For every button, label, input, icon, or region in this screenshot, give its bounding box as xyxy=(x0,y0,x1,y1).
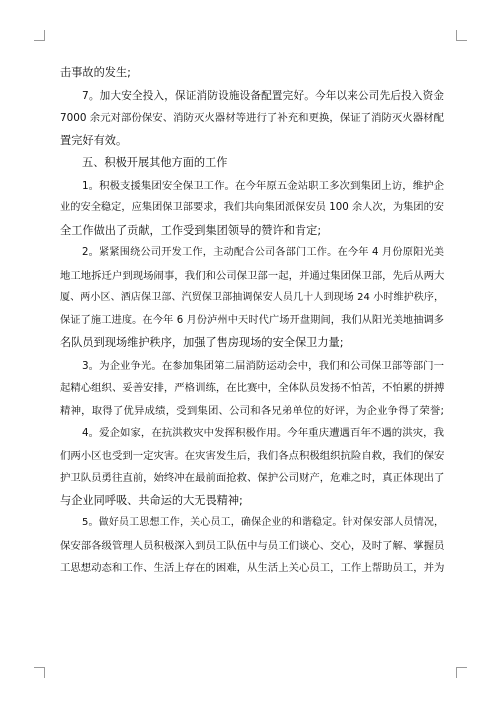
crop-mark-bottom-right xyxy=(456,667,467,678)
crop-mark-bottom-left xyxy=(34,667,45,678)
text-line: 保证了施工进度。在今年 6 月份泸州中天时代广场开盘期间，我们从阳光美地抽调多 xyxy=(60,314,444,326)
text-line: 7000 余元对部份保安、消防灭火器材等进行了补充和更换，保证了消防灭火器材配 xyxy=(60,112,444,124)
text-line: 置完好有效。 xyxy=(60,133,128,147)
text-line: 业的安全稳定，应集团保卫部要求，我们共向集团派保安员 100 余人次，为集团的安 xyxy=(60,202,444,213)
text-line: 与企业同呼吸、共命运的大无畏精神; xyxy=(60,493,243,507)
text-line: 3。为企业争光。在参加集团第二届消防运动会中，我们和公司保卫部等部门一 xyxy=(82,359,444,372)
text-line: 地工地拆迁户到现场闹事，我们和公司保卫部一起，并通过集团保卫部，先后从两大 xyxy=(60,269,444,282)
text-line: 击事故的发生; xyxy=(60,66,131,79)
text-line: 护卫队员勇往直前，始终冲在最前面抢救、保护公司财产，危难之时，真正体现出了 xyxy=(60,472,444,484)
text-line: 们两小区也受到一定灾害。在灾害发生后，我们各点积极组织抗险自救，我们的保安 xyxy=(60,449,444,462)
text-line: 保安部各级管理人员积极深入到员工队伍中与员工们谈心、交心，及时了解、掌握员 xyxy=(60,539,444,552)
text-line: 5。做好员工思想工作，关心员工，确保企业的和谐稳定。针对保安部人员情况， xyxy=(82,517,444,528)
text-line: 工思想动态和工作、生活上存在的困难，从生活上关心员工，工作上帮助员工，并为 xyxy=(60,562,444,574)
text-line: 1。积极支援集团安全保卫工作。在今年原五金站职工多次到集团上访，维护企 xyxy=(82,179,444,192)
text-line: 7。加大安全投入，保证消防设施设备配置完好。今年以来公司先后投入资金 xyxy=(82,89,444,102)
text-line: 2。紧紧围绕公司开发工作，主动配合公司各部门工作。在今年 4 月份原阳光美 xyxy=(82,247,444,258)
text-line: 4。爱企如家，在抗洪救灾中发挥积极作用。今年重庆遭遇百年不遇的洪灾，我 xyxy=(82,427,444,439)
text-line: 名队员到现场维护秩序，加强了售房现场的安全保卫力量; xyxy=(60,336,344,349)
crop-mark-top-right xyxy=(456,30,467,41)
text-line: 厦、两小区、酒店保卫部、汽贸保卫部抽调保安人员几十人到现场 24 小时维护秩序， xyxy=(60,292,444,303)
text-line: 五、积极开展其他方面的工作 xyxy=(82,156,228,169)
document-body xyxy=(60,62,444,580)
crop-mark-top-left xyxy=(34,30,45,41)
text-line: 起精心组织、妥善安排，严格训练，在比赛中，全体队员发扬不怕苦，不怕累的拼搏 xyxy=(60,382,444,394)
text-line: 全工作做出了贡献，工作受到集团领导的赞许和肯定; xyxy=(60,223,322,237)
text-line: 精神，取得了优异成绩，受到集团、公司和各兄弟单位的好评，为企业争得了荣誉; xyxy=(60,404,444,417)
